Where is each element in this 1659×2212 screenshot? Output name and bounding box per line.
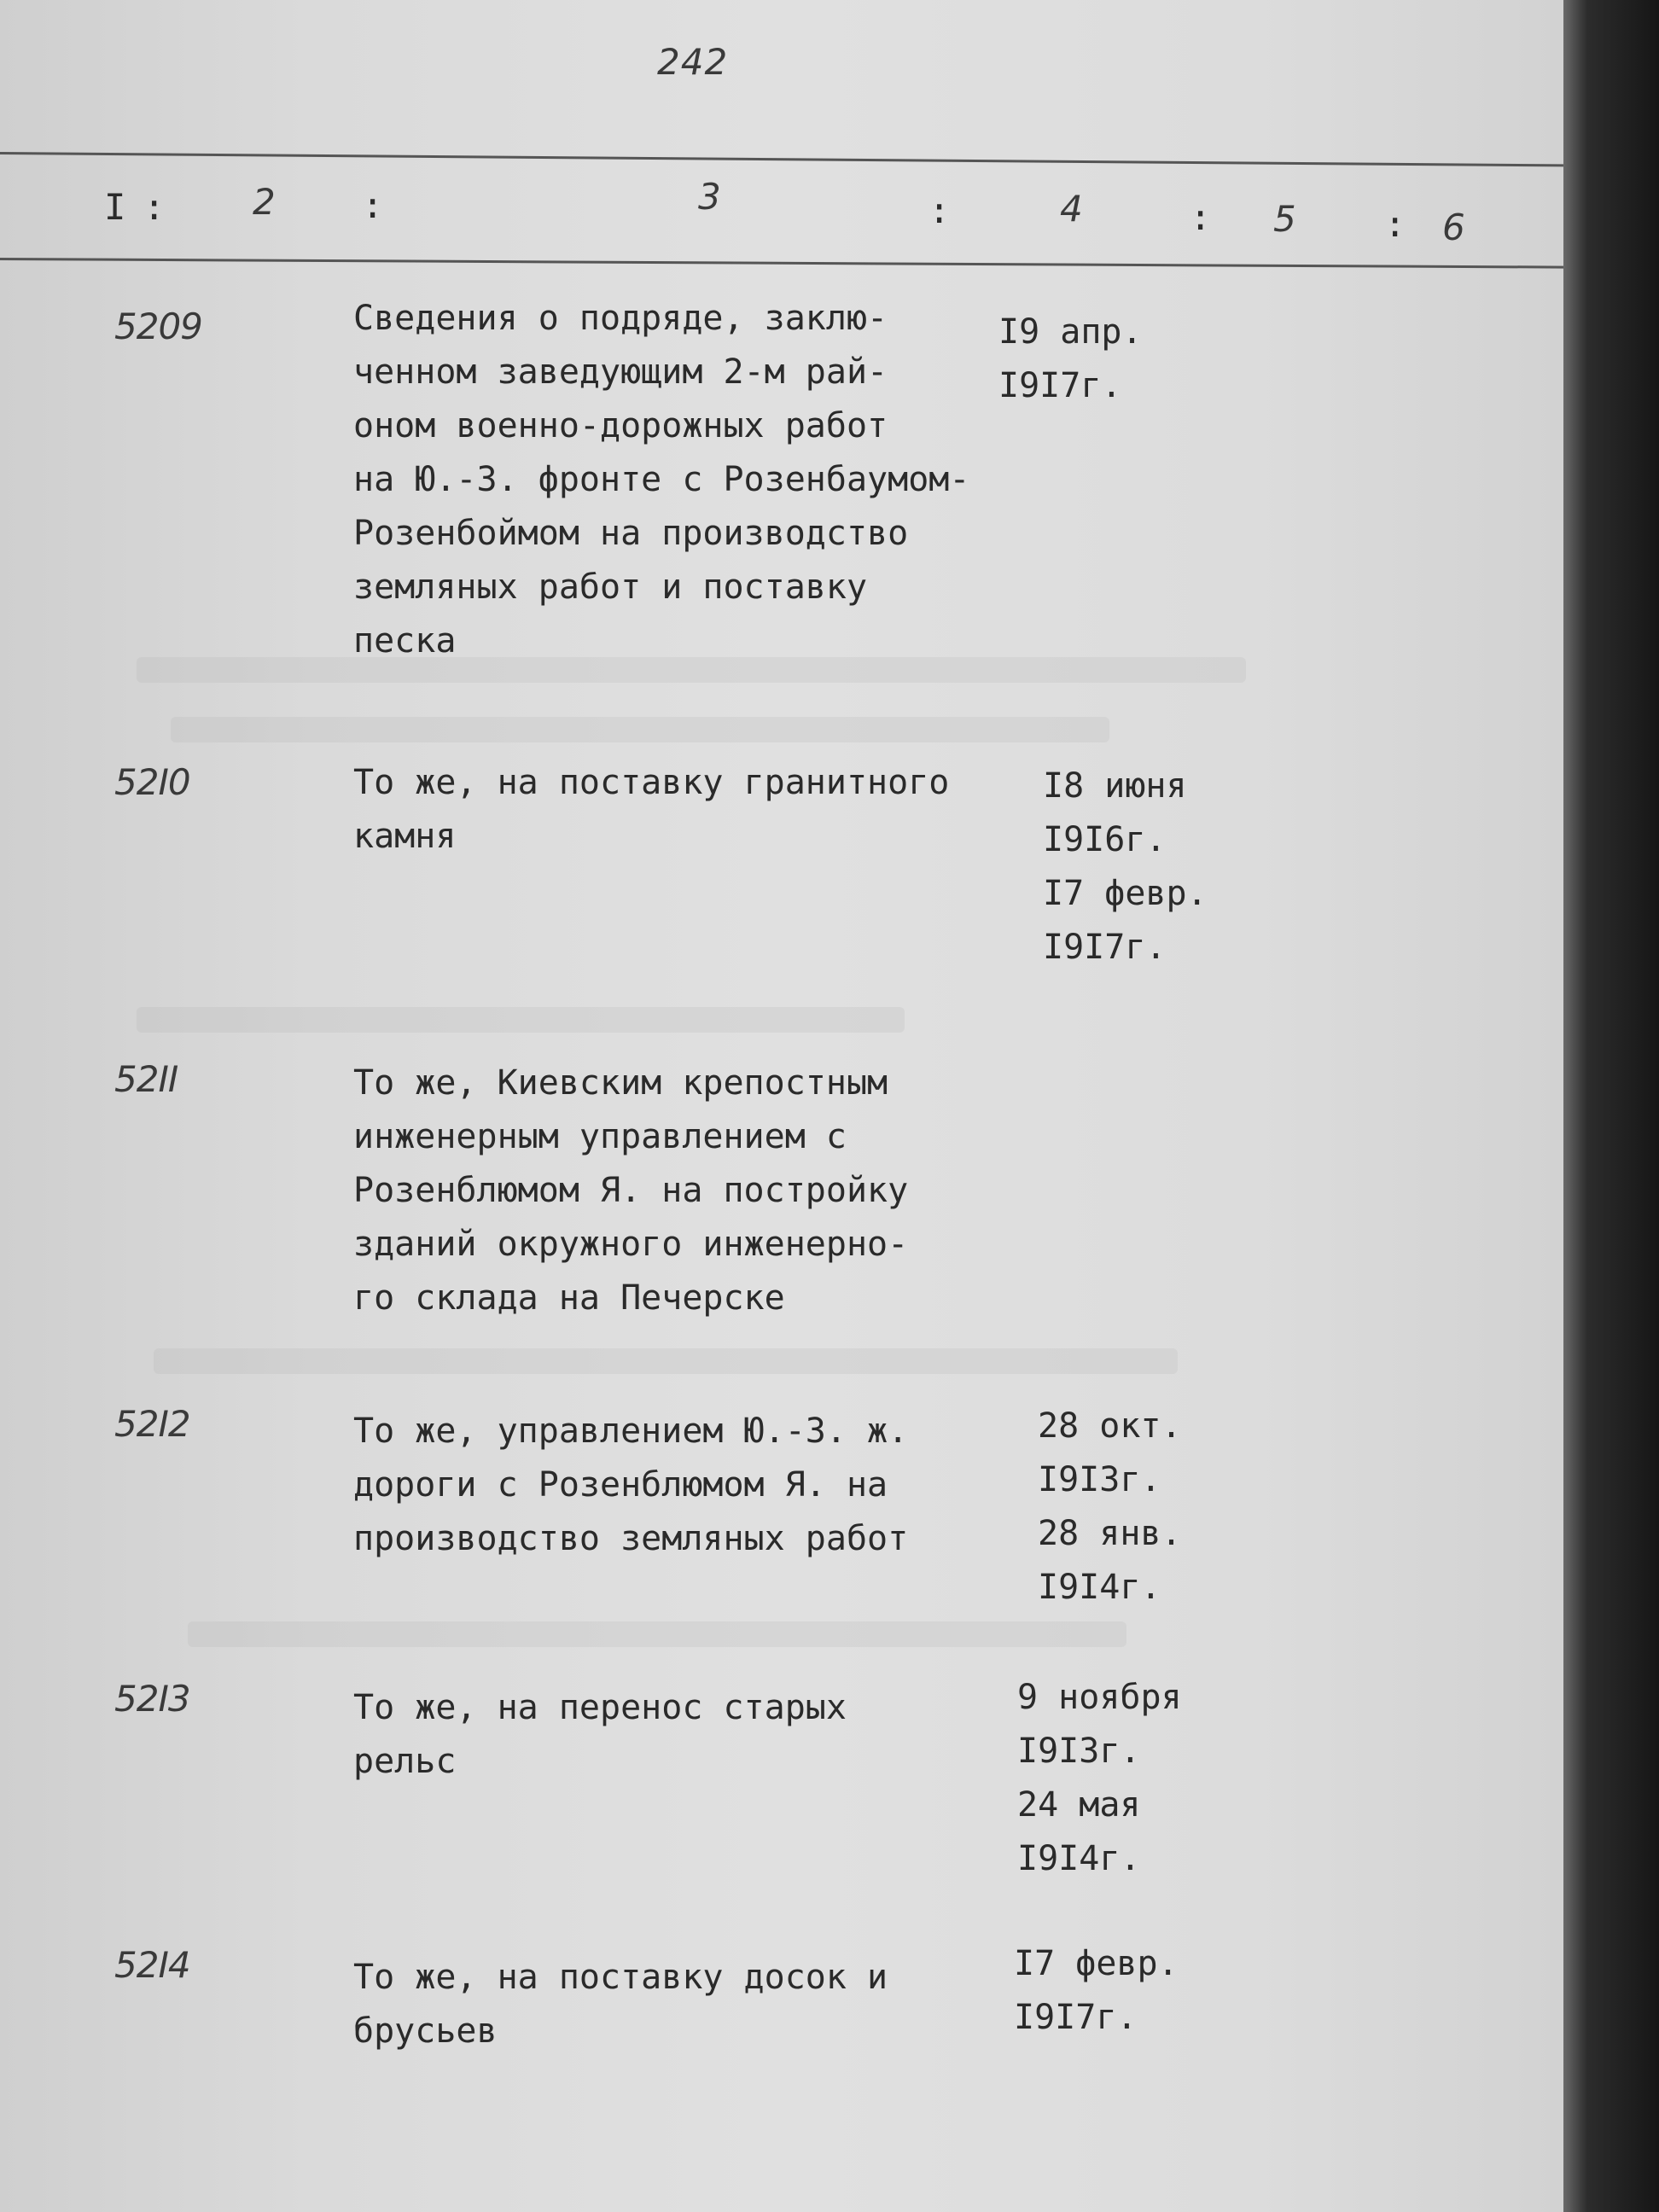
description-line: камня xyxy=(353,817,457,856)
entry-number: 5209 xyxy=(114,306,202,347)
description-line: оном военно-дорожных работ xyxy=(353,406,888,445)
entry-description xyxy=(353,1681,1036,1789)
entry-number: 52I4 xyxy=(114,1944,190,1986)
date-line: I9I6г. xyxy=(1043,820,1167,859)
description-line: на Ю.-З. фронте с Розенбаумом- xyxy=(353,460,970,499)
description-line: песка xyxy=(353,621,457,661)
description-line: ченном заведующим 2-м рай- xyxy=(353,352,888,392)
description-line: го склада на Печерске xyxy=(353,1278,785,1318)
bleed-through xyxy=(154,1348,1178,1374)
description-line: То же, на поставку досок и xyxy=(353,1958,888,1997)
entry-dates xyxy=(1017,1671,1182,1886)
entry-description xyxy=(353,1057,1036,1325)
description-line: Сведения о подряде, заклю- xyxy=(353,299,888,338)
bleed-through xyxy=(188,1621,1126,1647)
column-header-3: 3 xyxy=(698,176,721,218)
description-line: То же, Киевским крепостным xyxy=(353,1063,888,1103)
date-line: I9I4г. xyxy=(1038,1568,1161,1607)
column-separator: : xyxy=(362,184,384,226)
column-separator: : xyxy=(143,186,166,228)
description-line: То же, на поставку гранитного xyxy=(353,763,950,802)
entry-number: 52I3 xyxy=(114,1678,190,1720)
description-line: зданий окружного инженерно- xyxy=(353,1225,909,1264)
entry-description xyxy=(353,1951,1036,2058)
description-line: рельс xyxy=(353,1742,457,1781)
column-header-5: 5 xyxy=(1273,198,1296,240)
date-line: 28 янв. xyxy=(1038,1514,1182,1553)
entry-dates xyxy=(1038,1400,1182,1615)
description-line: инженерным управлением с xyxy=(353,1117,847,1156)
column-separator: : xyxy=(928,189,951,231)
entry-number: 52II xyxy=(114,1058,178,1100)
description-line: То же, управлением Ю.-З. ж. xyxy=(353,1412,909,1451)
date-line: I9I7г. xyxy=(998,366,1122,405)
date-line: I9I3г. xyxy=(1038,1460,1161,1499)
column-header-6: 6 xyxy=(1442,207,1465,248)
date-line: I9I3г. xyxy=(1017,1732,1141,1771)
entry-number: 52I2 xyxy=(114,1403,190,1445)
page-number: 242 xyxy=(657,41,729,83)
date-line: I7 февр. xyxy=(1014,1944,1179,1983)
entry-description xyxy=(353,292,1036,668)
date-line: 24 мая xyxy=(1017,1785,1141,1825)
entry-dates xyxy=(1014,1937,1179,2045)
entry-number: 52I0 xyxy=(114,761,190,803)
description-line: Розенблюмом Я. на постройку xyxy=(353,1171,909,1210)
entry-description xyxy=(353,756,1036,864)
column-header-2: 2 xyxy=(253,181,276,223)
date-line: 28 окт. xyxy=(1038,1406,1182,1446)
description-line: То же, на перенос старых xyxy=(353,1688,847,1727)
date-line: I9I4г. xyxy=(1017,1839,1141,1878)
date-line: I8 июня xyxy=(1043,766,1187,806)
bleed-through xyxy=(171,717,1109,742)
description-line: земляных работ и поставку xyxy=(353,568,868,607)
column-separator: : xyxy=(1190,196,1212,238)
column-header-4: 4 xyxy=(1060,188,1083,230)
date-line: I9 апр. xyxy=(998,312,1143,352)
entry-dates xyxy=(1043,760,1208,975)
column-header-1: I xyxy=(104,186,126,228)
column-separator: : xyxy=(1384,203,1406,245)
header-rule-top xyxy=(0,152,1563,166)
header-rule-bottom xyxy=(0,258,1563,269)
date-line: I7 февр. xyxy=(1043,874,1208,913)
description-line: производство земляных работ xyxy=(353,1519,909,1558)
date-line: 9 ноября xyxy=(1017,1678,1182,1717)
description-line: брусьев xyxy=(353,2011,498,2051)
entry-dates xyxy=(998,306,1143,413)
date-line: I9I7г. xyxy=(1014,1998,1138,2037)
description-line: Розенбоймом на производство xyxy=(353,514,909,553)
page-edge-shadow xyxy=(1563,0,1659,2212)
date-line: I9I7г. xyxy=(1043,928,1167,967)
bleed-through xyxy=(137,1007,905,1033)
description-line: дороги с Розенблюмом Я. на xyxy=(353,1465,888,1505)
entry-description xyxy=(353,1405,1036,1566)
